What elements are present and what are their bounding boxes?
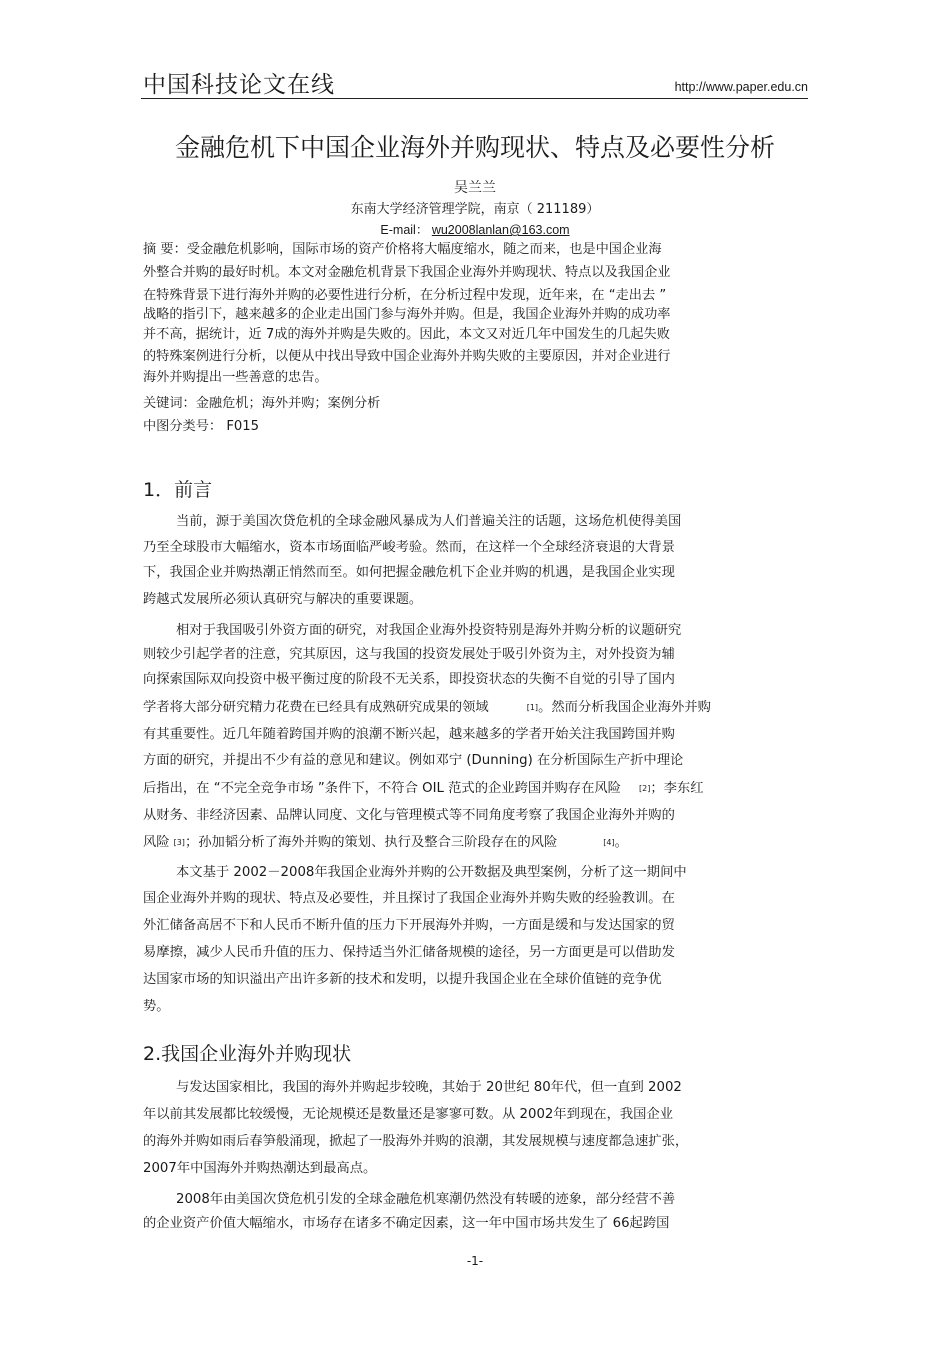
line-text: 。 <box>614 835 628 850</box>
citation-ref: [4] <box>603 838 615 847</box>
line-text: 风险 <box>143 835 170 850</box>
keywords: 关键词：金融危机；海外并购；案例分析 <box>143 396 381 411</box>
line-text: ；李东红 <box>650 781 704 796</box>
paragraph-line <box>143 831 628 850</box>
paragraph-line: 乃至全球股市大幅缩水，资本市场面临严峻考验。然而，在这样一个全球经济衰退的大背景 <box>143 540 675 555</box>
affiliation: 东南大学经济管理学院，南京（ 211189） <box>350 202 600 217</box>
paragraph-line: 达国家市场的知识溢出产出许多新的技术和发明，以提升我国企业在全球价值链的竞争优 <box>143 972 662 987</box>
paragraph-line <box>143 696 711 715</box>
line-text: 后指出，在 “不完全竞争市场 ”条件下，不符合 OIL 范式的企业跨国并购存在风险 <box>143 781 621 796</box>
abstract-line: 摘 要：受金融危机影响，国际市场的资产价格将大幅度缩水，随之而来，也是中国企业海 <box>143 242 662 257</box>
paragraph-line: 方面的研究，并提出不少有益的意见和建议。例如邓宁 (Dunning) 在分析国际生产折中理论 <box>143 753 684 768</box>
paragraph-line: 的海外并购如雨后春笋般涌现，掀起了一股海外并购的浪潮，其发展规模与速度都急速扩张， <box>143 1134 689 1149</box>
abstract-line: 并不高，据统计，近 7成的海外并购是失败的。因此，本文又对近几年中国发生的几起失败 <box>143 327 670 342</box>
email-label: E-mail： <box>380 223 429 237</box>
paragraph-line: 本文基于 2002－2008年我国企业海外并购的公开数据及典型案例，分析了这一期间中 <box>176 865 687 880</box>
paragraph-line: 则较少引起学者的注意，究其原因，这与我国的投资发展处于吸引外资为主，对外投资为辅 <box>143 647 675 662</box>
abstract-line: 在特殊背景下进行海外并购的必要性进行分析，在分析过程中发现，近年来，在 “走出去 ” <box>143 288 667 303</box>
email-link[interactable]: wu2008lanlan@163.com <box>431 223 570 237</box>
paragraph-line: 向探索国际双向投资中极平衡过度的阶段不无关系，即投资状态的失衡不自觉的引导了国内 <box>143 672 675 687</box>
paragraph-line: 与发达国家相比，我国的海外并购起步较晚，其始于 20世纪 80年代，但一直到 2002 <box>176 1080 682 1095</box>
paragraph-line: 相对于我国吸引外资方面的研究，对我国企业海外投资特别是海外并购分析的议题研究 <box>176 623 682 638</box>
abstract-line: 战略的指引下，越来越多的企业走出国门参与海外并购。但是，我国企业海外并购的成功率 <box>143 307 671 322</box>
citation-ref: [1] <box>526 703 539 712</box>
paragraph-line: 2007年中国海外并购热潮达到最高点。 <box>143 1161 377 1176</box>
site-url[interactable]: http://www.paper.edu.cn <box>674 80 808 94</box>
paragraph-line: 2008年由美国次贷危机引发的全球金融危机寒潮仍然没有转暖的迹象，部分经营不善 <box>176 1192 676 1207</box>
site-title: 中国科技论文在线 <box>143 72 335 98</box>
section-1-heading: 1．前言 <box>143 479 213 501</box>
line-text: 。然而分析我国企业海外并购 <box>538 700 711 715</box>
email-line <box>0 220 950 238</box>
paragraph-line: 跨越式发展所必须认真研究与解决的重要课题。 <box>143 592 423 607</box>
paragraph-line: 当前，源于美国次贷危机的全球金融风暴成为人们普遍关注的话题，这场危机使得美国 <box>176 514 682 529</box>
section-2-heading: 2.我国企业海外并购现状 <box>143 1043 352 1065</box>
citation-ref: [2] <box>638 784 651 793</box>
paragraph-line: 下，我国企业并购热潮正悄然而至。如何把握金融危机下企业并购的机遇，是我国企业实现 <box>143 565 675 580</box>
paper-title: 金融危机下中国企业海外并购现状、特点及必要性分析 <box>174 133 775 162</box>
line-text: 学者将大部分研究精力花费在已经具有成熟研究成果的领域 <box>143 700 489 715</box>
page-number: -1- <box>466 1254 484 1268</box>
paragraph-line: 易摩擦，减少人民币升值的压力、保持适当外汇储备规模的途径，另一方面更是可以借助发 <box>143 945 675 960</box>
abstract-line: 的特殊案例进行分析，以便从中找出导致中国企业海外并购失败的主要原因，并对企业进行 <box>143 349 671 364</box>
citation-ref: [3] <box>173 838 185 847</box>
abstract-line: 外整合并购的最好时机。本文对金融危机背景下我国企业海外并购现状、特点以及我国企业 <box>143 265 671 280</box>
line-text: ；孙加韬分析了海外并购的策划、执行及整合三阶段存在的风险 <box>184 835 558 850</box>
abstract-line: 海外并购提出一些善意的忠告。 <box>143 370 328 385</box>
paragraph-line <box>143 777 704 796</box>
header-divider <box>141 98 808 99</box>
paragraph-line: 势。 <box>143 999 170 1014</box>
author-name: 吴兰兰 <box>454 180 496 196</box>
paragraph-line: 国企业海外并购的现状、特点及必要性，并且探讨了我国企业海外并购失败的经验教训。在 <box>143 891 675 906</box>
paragraph-line: 的企业资产价值大幅缩水，市场存在诸多不确定因素，这一年中国市场共发生了 66起跨国 <box>143 1216 670 1231</box>
paragraph-line: 外汇储备高居不下和人民币不断升值的压力下开展海外并购，一方面是缓和与发达国家的贸 <box>143 918 675 933</box>
paragraph-line: 从财务、非经济因素、品牌认同度、文化与管理模式等不同角度考察了我国企业海外并购的 <box>143 808 675 823</box>
paragraph-line: 年以前其发展都比较缓慢，无论规模还是数量还是寥寥可数。从 2002年到现在，我国企业 <box>143 1107 674 1122</box>
paragraph-line: 有其重要性。近几年随着跨国并购的浪潮不断兴起，越来越多的学者开始关注我国跨国并购 <box>143 727 675 742</box>
classification-number: 中图分类号： F015 <box>143 419 260 434</box>
